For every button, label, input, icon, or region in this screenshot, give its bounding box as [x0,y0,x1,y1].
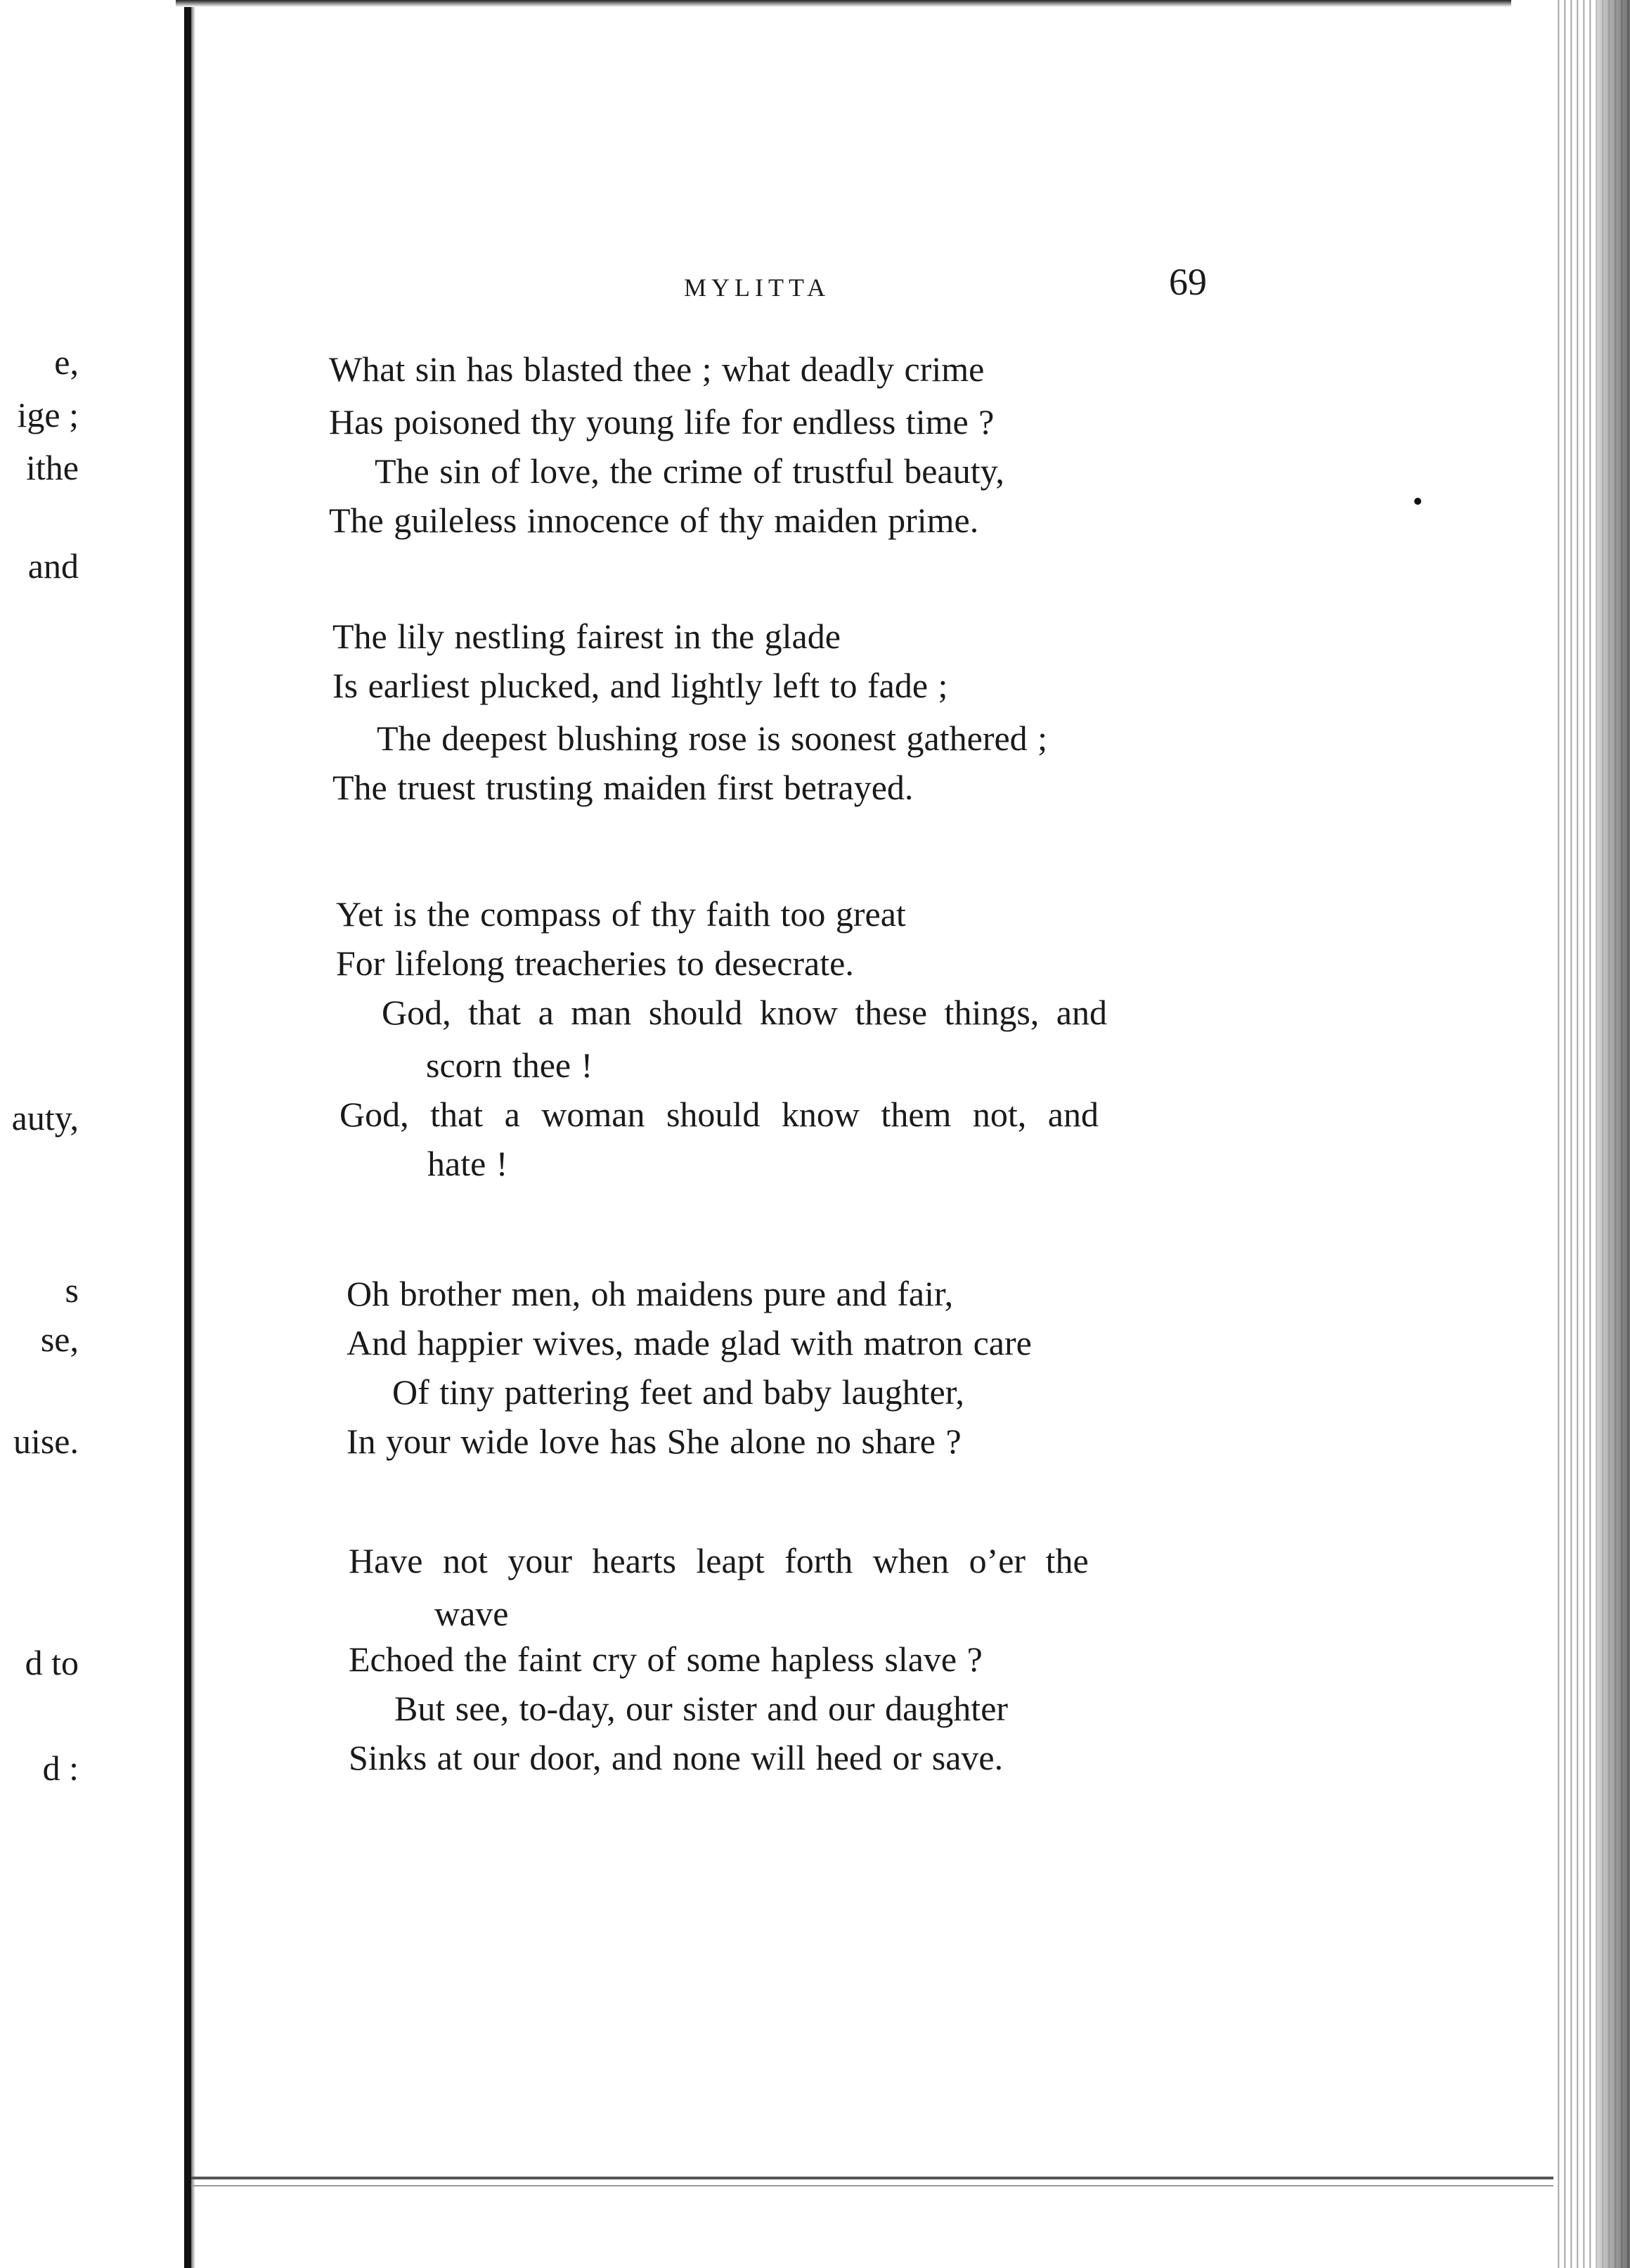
poem-line: Is earliest plucked, and lightly left to fade ; [332,666,948,705]
poem-line: Sinks at our door, and none will heed or save. [349,1738,1004,1777]
poem-line: Have not your hearts leapt forth when o’er the [349,1541,1089,1580]
poem-line: The guileless innocence of thy maiden prime. [329,501,979,540]
poem-line: The truest trusting maiden first betrayed. [332,768,914,807]
left-page-fragment: ithe [26,448,79,487]
poem-line: The lily nestling fairest in the glade [332,617,841,656]
left-facing-page [0,0,184,2268]
poem-line: The sin of love, the crime of trustful beauty, [375,451,1004,491]
poem-line: What sin has blasted thee ; what deadly crime [329,349,985,389]
left-page-fragment: uise. [13,1422,79,1461]
left-page-fragment: auty, [11,1098,79,1138]
page-number: 69 [1169,261,1207,303]
poem-line: wave [434,1594,509,1633]
left-page-fragment: s [65,1270,79,1310]
left-page-fragment: d to [25,1643,79,1682]
poem-line: Oh brother men, oh maidens pure and fair, [347,1274,954,1313]
left-page-fragment: and [27,546,79,586]
poem-line: hate ! [427,1144,508,1183]
left-page-fragment: se, [40,1320,79,1359]
poem-line: God, that a man should know these things, and [382,993,1107,1032]
poem-line: Echoed the faint cry of some hapless slave ? [349,1639,983,1679]
poem-line: And happier wives, made glad with matron care [347,1323,1032,1362]
poem-line: The deepest blushing rose is soonest gathered ; [377,719,1048,758]
poem-line: scorn thee ! [426,1045,593,1085]
poem-line: Of tiny pattering feet and baby laughter, [392,1372,964,1412]
poem-line: God, that a woman should know them not, and [339,1095,1099,1134]
book-page [195,0,1553,2268]
book-gutter [184,0,191,2268]
poem-line: Has poisoned thy young life for endless time ? [329,402,995,442]
poem-line: In your wide love has She alone no share ? [347,1422,962,1461]
left-page-fragment: d : [42,1748,79,1788]
left-page-fragment: e, [54,342,79,382]
poem-line: For lifelong treacheries to desecrate. [336,943,854,983]
book-fore-edge-shadow [1596,0,1630,2268]
left-page-fragment: ige ; [17,395,79,434]
running-head: MYLITTA [684,273,831,302]
poem-line: Yet is the compass of thy faith too great [336,894,906,934]
poem-line: But see, to-day, our sister and our daughter [394,1689,1009,1728]
